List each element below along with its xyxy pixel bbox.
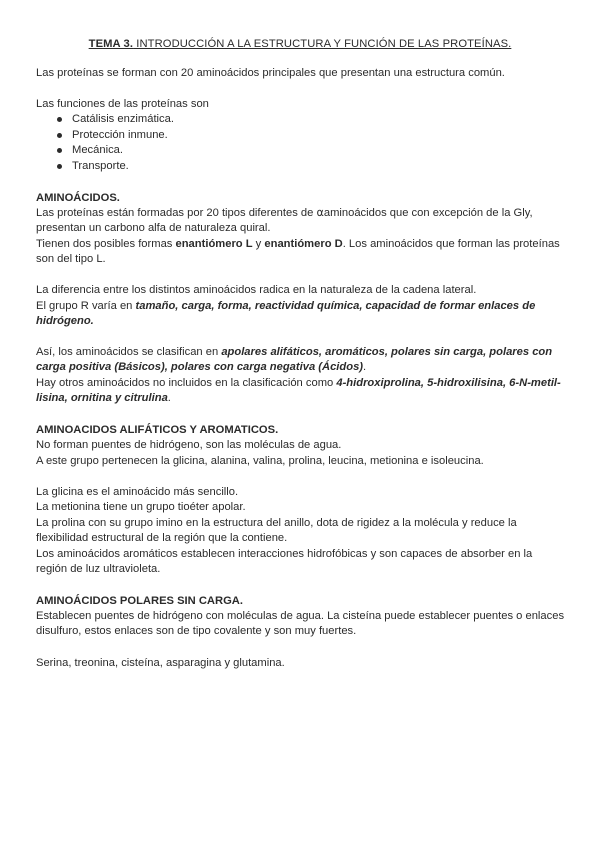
- alifaticos-heading: AMINOACIDOS ALIFÁTICOS Y AROMATICOS.: [36, 424, 279, 436]
- intro-paragraph: Las proteínas se forman con 20 aminoácidos principales que presentan una estructura común.: [36, 67, 505, 79]
- list-item: Protección inmune.: [36, 128, 566, 143]
- list-item: Transporte.: [36, 159, 566, 174]
- list-item: Catálisis enzimática.: [36, 112, 566, 127]
- bullet-icon: [57, 133, 62, 138]
- functions-lead: Las funciones de las proteínas son: [36, 98, 209, 110]
- functions-section: [36, 97, 566, 174]
- alifaticos-p5: La prolina con su grupo imino en la estructura del anillo, dota de rigidez a la molécula y reduce la flexibilidad estructural de la región que la contiene.: [36, 517, 517, 545]
- polares-p2: Serina, treonina, cisteína, asparagina y glutamina.: [36, 657, 285, 669]
- aminoacidos-p4: El grupo R varía en tamaño, carga, forma, reactividad química, capacidad de formar enlaces de hidrógeno.: [36, 300, 536, 328]
- functions-list: [36, 112, 566, 174]
- aminoacidos-p6: Hay otros aminoácidos no incluidos en la clasificación como 4-hidroxiprolina, 5-hidroxilisina, 6-N-metil-lisina, ornitina y citrulina.: [36, 377, 561, 405]
- alifaticos-p1: No forman puentes de hidrógeno, son las moléculas de agua.: [36, 439, 342, 451]
- page-title: [0, 37, 600, 52]
- list-item: Mecánica.: [36, 143, 566, 158]
- aminoacidos-p1: Las proteínas están formadas por 20 tipos diferentes de ⍺aminoácidos que con excepción de la Gly, presentan un carbono alfa de naturaleza quiral.: [36, 207, 533, 235]
- alifaticos-p3: La glicina es el aminoácido más sencillo.: [36, 486, 239, 498]
- bullet-icon: [57, 117, 62, 122]
- bullet-icon: [57, 164, 62, 169]
- alifaticos-p2: A este grupo pertenecen la glicina, alanina, valina, prolina, leucina, metionina e isoleucina.: [36, 455, 484, 467]
- aminoacidos-p2: Tienen dos posibles formas enantiómero L y enantiómero D. Los aminoácidos que forman las proteínas son del tipo L.: [36, 238, 560, 266]
- title-text: INTRODUCCIÓN A LA ESTRUCTURA Y FUNCIÓN DE LAS PROTEÍNAS.: [133, 38, 512, 50]
- aminoacidos-heading: AMINOÁCIDOS.: [36, 192, 120, 204]
- title-prefix: TEMA 3.: [88, 38, 134, 50]
- polares-heading: AMINOÁCIDOS POLARES SIN CARGA.: [36, 595, 243, 607]
- alifaticos-p6: Los aminoácidos aromáticos establecen interacciones hidrofóbicas y son capaces de absorber en la región de luz ultravioleta.: [36, 548, 533, 576]
- aminoacidos-p3: La diferencia entre los distintos aminoácidos radica en la naturaleza de la cadena lateral.: [36, 284, 477, 296]
- alifaticos-p4: La metionina tiene un grupo tioéter apolar.: [36, 501, 246, 513]
- bullet-icon: [57, 148, 62, 153]
- polares-p1: Establecen puentes de hidrógeno con moléculas de agua. La cisteína puede establecer puentes o enlaces disulfuro, estos enlaces son de tipo covalente y son muy fuertes.: [36, 610, 565, 638]
- aminoacidos-p5: Así, los aminoácidos se clasifican en apolares alifáticos, aromáticos, polares sin carga, polares con carga positiva (Básicos), polares con carga negativa (Ácidos).: [36, 346, 553, 374]
